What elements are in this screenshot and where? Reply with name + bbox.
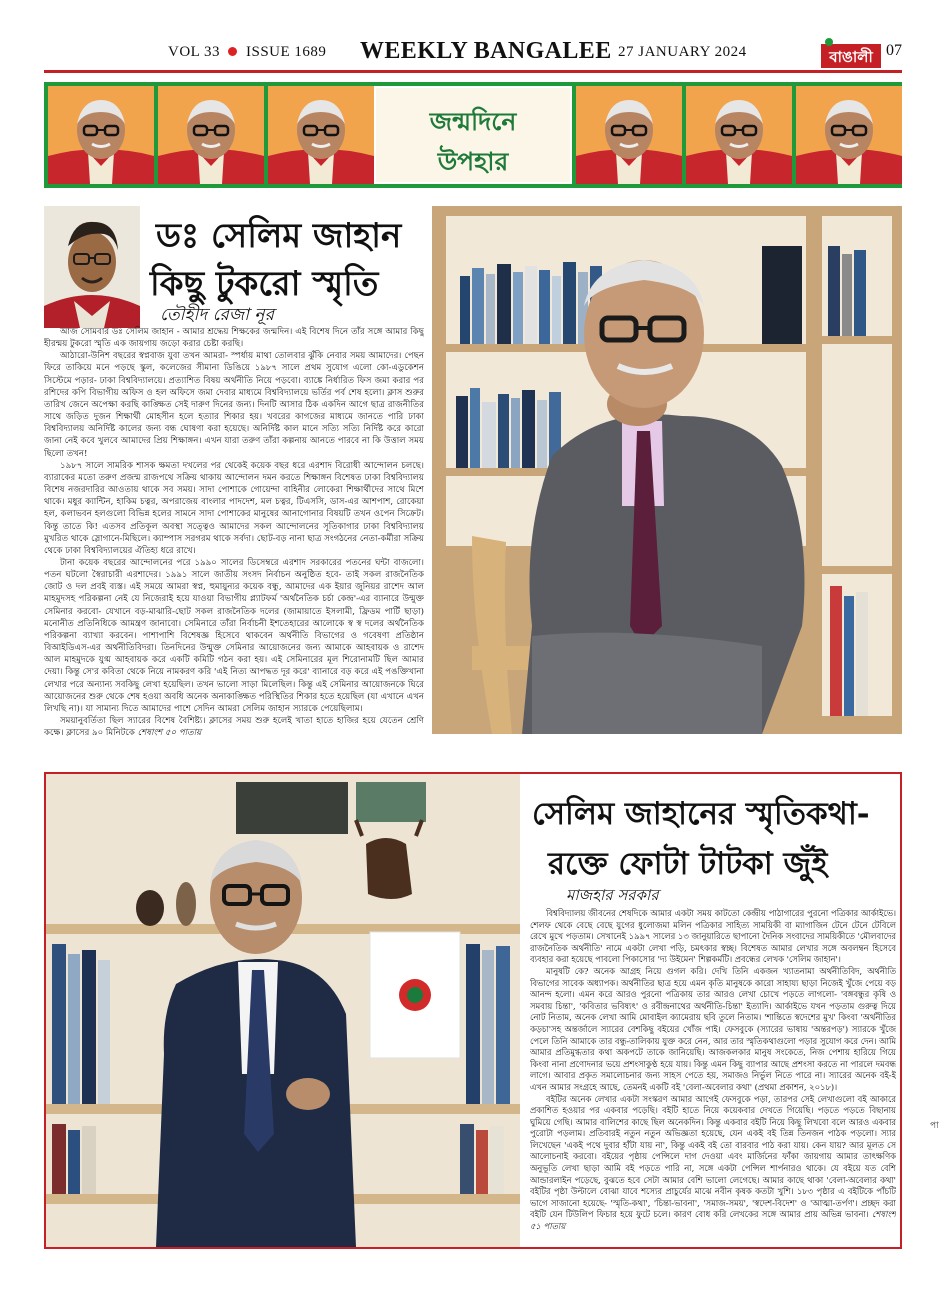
article1-continuation: শেষাংশ ৫০ পাতায় [137,728,202,739]
article1-title-line2: কিছু টুকরো স্মৃতি [150,264,379,304]
article2-byline: মাজহার সরকার [566,886,659,904]
article1-title-line1: ডঃ সেলিম জাহান [156,216,402,256]
banner-portrait-2 [158,86,264,184]
article2-title-line1: সেলিম জাহানের স্মৃতিকথা- [532,796,870,832]
birthday-banner [44,82,902,188]
issue-label: ISSUE 1689 [246,44,327,60]
banner-portrait-3 [268,86,374,184]
banner-portrait-5 [686,86,792,184]
publication-logo [821,36,881,68]
article1-main-photo [432,206,902,734]
page-number: 07 [886,42,902,59]
article1-body [44,326,424,740]
article2-continuation: শেষাংশ ৫১ পাতায় [530,1209,896,1232]
banner-title-box [374,86,572,184]
masthead-rule [44,70,902,73]
article2-paragraph [530,1094,896,1233]
article1-paragraph [44,715,424,739]
article1-paragraph: আঠারো-উনিশ বছরের স্বপ্নবাজ যুবা তখন আমরা- স্পর্ধায় মাথা তোলবার ঝুঁকি নেবার সময় আমাদের। পেছন ফিরে তাকিয়ে মনে পড়ছে স্কুল, কলেজের সীমানা ডিঙিয়ে ১৯৮৭ সালে প্রথম সুযোগ এলো কো-এডুকেশন সিস্টেমে পড়ার- ঢাকা বিশ্ববিদ্যালয়ে। প্রত্যাশিত বিষয় অর্থনীতি নিয়ে পড়বো। ব্যাঙ্কে নির্ধারিত ফিস জমা করার পর রশিদের কপি বিভাগীয় অফিস ও হল অফিসে জমা দেবার মাধ্যমে বিশ্ববিদ্যালয়ে ভর্তির পর্ব শেষ হলো। ক্লাস শুরুর তারিখ জেনে অপেক্ষা করছি কাঙ্ক্ষিত সেই দারুণ দিনের জন্য। দিনটি আসার ঠিক একদিন আগে ছাত্র রাজনীতির সাথে জড়িত দুজন শিক্ষার্থী মোহসীন হলে হত্যার শিকার হয়। খবরের কাগজের মাধ্যমে জানতে পারি ঢাকা বিশ্ববিদ্যালয় অনির্দিষ্ট কালের জন্য বন্ধ ঘোষণা করা হয়েছে। অনির্দিষ্ট কাল মানে সত্যি সত্যি নির্দিষ্ট করে কারো জানা নেই কবে খুলবে আমাদের প্রিয় শিক্ষাঙ্গন। এখন যারা তরুণ তাঁরা কল্পনায় আনতে পারবে না কি উত্তাল সময় ছিলো তখন! [44,351,424,459]
article2-body [530,908,896,1246]
author-photo [44,206,140,328]
separator-dot-icon [228,47,237,56]
article2-main-photo [46,774,520,1247]
article2-paragraph: বিশ্ববিদ্যালয় জীবনের শেষদিকে আমার একটা সময় কাটতো কেন্দ্রীয় পাঠাগারের পুরনো পত্রিকার আর্কাইভে। শেলফ থেকে বেছে বেছে যুগের ধুলোজমা মলিন পত্রিকার সাহিত্য সাময়িকী বা ম্যাগাজিন টেনে টেনে টেবিলে রেখে মুখে পড়তাম। সেখানেই ১৯৯৭ সালের ১৩ জানুয়ারিতে ছাপানো দৈনিক সংবাদের সাময়িকীতে 'মৌলবাদের রাজনৈতিক অর্থনীতি' নামে একটা লেখা পড়ি, চমৎকার স্বচ্ছ। বিশেষত আমার লেখার সঙ্গে অবলম্বন হিসেবে ব্যবহার করা হয়েছে পাবলো পিকাসোর 'দ্য উইমেন' শিল্পকর্মটি। প্রবন্ধের লেখক 'সেলিম জাহান'। [530,908,896,965]
article1-paragraph: আজ সোমবার ডঃ সেলিম জাহান - আমার শ্রদ্ধেয় শিক্ষকের জন্মদিন। এই বিশেষ দিনে তাঁর সঙ্গে আমার কিছু হীরন্ময় টুকরো স্মৃতি এক জায়গায় জড়ো করার চেষ্টা করছি। [44,327,424,350]
banner-portrait-1 [48,86,154,184]
article2-paragraph-text: বইটির অনেক লেখার একটা সংস্করণ আমার আগেই ফেসবুকে পড়া, তারপর সেই লেখাগুলো বই আকারে প্রকাশিত হওয়ার পর একবার পড়েছি। বইটি হাতে নিয়ে কয়েকবার দেখতে গিয়েছি। পড়তে পড়তে বিছানায় ঘুমিয়ে গেছি। আমার বালিশের কাছে ছিল অনেকদিন। কিন্তু একবার বইটি নিয়ে কিছু লিখবো বলে আরও একবার পুরোটা পড়লাম। প্রতিবারই নতুন নতুন অভিজ্ঞতা হয়েছে, যেন একই বই তিন্ন তিনজন পাঠক পড়লো। স্যার লিখেছেন 'একই পথে দুবার হাঁটা যায় না', কিন্তু একই বই তো বারবার পাঠ করা যায়। কেন যায়? আর মূলত সে আলোচনাই করবো। বইয়ের পৃষ্ঠায় পেন্সিলে দাগ দেওয়া এবং মার্জিনের ফাঁকা জায়গায় আমার তাৎক্ষণিক অনুভূতি লেখা ছাড়া আমি বই পড়তে পারি না, সঙ্গে একটা পেন্সিল শার্পনারও থাকে। যে বইয়ে যত বেশি আন্ডারলাইন পড়েছে, বুঝতে হবে সেটা আমার বেশি ভালো লেগেছে। আমার কাছে থাকা 'বেলা-অবেলার কথা' বইটির পৃষ্ঠা উল্টালে বোঝা যাবে শস্যের প্রাচুর্যের মাঝে নবীন কৃষক কতটা খুশি। ১৮৩ পৃষ্ঠার এ বইটিকে পাঁচটি ভাগে সাজানো হয়েছে- 'স্মৃতি-কথা', 'চিন্তা-ভাবনা', 'সমাজ-সময়', 'স্বদেশ-বিদেশ' ও 'আত্মা-তর্পণ'। প্রচ্ছদ করা বইটি যেন টিউলিপ ফিচার হয়ে ফুটে চলে। কারণ বোধ করি লেখকের সঙ্গে আমার প্রায় অভিন্ন ভাবনা। [530,1093,896,1220]
article1-byline: তৌহীদ রেজা নূর [160,305,274,325]
article1-paragraph-text: সময়ানুবর্তিতা ছিল স্যারের বিশেষ বৈশিষ্ট্য। ক্লাসের সময় শুরু হলেই খাতা হাতে হাজির হয়ে যেতেন শ্রেণি কক্ষে। ক্লাসের ৯০ মিনিটকে [44,716,424,739]
banner-title-line2: উপহার [437,147,509,176]
volume-label: VOL 33 [168,44,221,60]
publication-title: WEEKLY BANGALEE [360,38,612,64]
article1-paragraph: টানা কয়েক বছরের আন্দোলনের পরে ১৯৯০ সালের ডিসেম্বরে এরশাদ সরকারের পতনের ঘন্টা বাজলো। পতন ঘটলো স্বৈরাচারী এরশাদের। ১৯৯১ সালে জাতীয় সংসদ নির্বাচন অনুষ্ঠিত হবে- তাই সকল রাজনৈতিক জোট ও দল প্রবই ব্যস্ত। এই সময়ে আমরা স্বপ্ন, হুমায়ুন্যর কয়েক বন্ধু, আমাদের এক ইয়ার জুনিয়র রাশেদ আল মাহমুদসহ পরিকল্পনা নেই যে নিজেরাই হয়ে যাওয়া বিভাগীয় প্ল্যাটফর্ম 'অর্থনৈতিক চর্চা কেন্দ্র'-এর ব্যানারে উন্মুক্ত সেমিনার করবো- যেখানে বড়-মাঝারি-ছোট সকল রাজনৈতিক দলের (জামায়াতে ইসলামী, ফ্রিডম পার্টি ছাড়া) মনোনীত প্রতিনিধিকে আমন্ত্রণ জানাবো। সেমিনারে তাঁরা নির্বাচনী ইশতেহারের আলোকে স্ব স্ব দলের অর্থনৈতিক পরিকল্পনা ব্যাখ্যা করবেন। পাশাপাশি বিশেষজ্ঞ হিসেবে থাকবেন অর্থনীতি বিভাগের ও গবেষণা প্রতিষ্ঠান বিআইডিএস-এর অর্থনীতিবিদরা। তিনদিনের উন্মুক্ত সেমিনার আয়োজনের জন্য আমাকে আহবায়ক ও রাশেদ আল মাহমুদকে যুগ্ম আহবায়ক করে একটি কমিটি গঠন করা হয়। এই সেমিনারের মূল শিরোনামটি ছিল আমার দেয়া। কিন্তু সে'র কবিতা থেকে নিয়ে নামকরণ করি 'এই নিত্য আপদ্ধত দূর করে' ব্যানারে বড় করে এই পঙক্তিখানা লেখার পরে অন্যান্য সবকিছু লেখা হয়েছিল। তখন ভালো সাড়া মিলেছিল। কিন্তু এই সেমিনার আয়োজনকে ঘিরে আয়োজনের শুরু থেকে শেষ হওয়া অবধি অনেক অনাকাঙ্ক্ষিত পরিস্থিতির শিকার হতে হয়েছিল (যা এখানে এখন লিখছি না)। যা সামান্য দিতে আমাদের পাশে সেদিন আমরা সেলিম জাহান স্যারকে পেয়েছিলাম। [44,557,424,714]
adjacent-page-edge-text: পা [930,1121,939,1131]
article2-title-line2: রক্তে ফোটা টাটকা জুঁই [548,846,828,882]
logo-text: বাঙালী [829,48,873,66]
banner-title-line1: জন্মদিনে [429,107,517,136]
article1-paragraph: ১৯৮৭ সালে সামরিক শাসক ক্ষমতা দখলের পর থেকেই কয়েক বছর ধরে এরশাদ বিরোধী আন্দোলন চলছে। ব্যারাকের মতো তরুণ প্রজন্ম রাজপথে সক্রিয় থাকায় আন্দোলন দমন করতে শিক্ষাঙ্গন বিশেষত ঢাকা বিশ্ববিদ্যালয় বিশেষ নজরদারির আওতায় থাকে সব সময়। সাদা পোশাকে গোয়েন্দা বাহিনীর লোকেরা শিক্ষার্থীদের সাথে মিশে থাকে। মধুর ক্যান্টিন, হাকিম চত্বর, অপরাজেয় বাংলার পাদদেশ, মল চত্বর, টিএসসি, ডাস-এর আশপাশ, রোকেয়া হল, কলাভবন হলগুলো বিভিন্ন হলের সামনে সাদা পোশাকের মানুষের আনাগোনার বিষয়টি তখন ওপেন সিক্রেট। কিন্তু তাতে কি! এতসব প্রতিকূল অবস্থা সত্ত্বেও আমাদের সকল আন্দোলনের সূতিকাগার ঢাকা বিশ্ববিদ্যালয় মুখরিত থাকে স্লোগানে-মিছিলে। ক্যাম্পাস সরগরম থাকে সর্বদা। ছোট-বড় নানা ছাত্র সংগঠনের নেতা-কর্মীরা সক্রিয় থেকে ঢাকা বিশ্ববিদ্যালয়ের ঐতিহ্য ধরে রাখে। [44,460,424,556]
article2-paragraph: মানুষটি কে? অনেক আগ্রহ নিয়ে গুগল করি। দেখি তিনি একজন খ্যাতনামা অর্থনীতিবিদ, অর্থনীতি বিভাগের সাবেক অধ্যাপক। অর্থনীতির ছাত্র হয়ে এমন কৃতি মানুষকে কারো সাহায্য ছাড়া নিজেই খুঁজে পেয়ে বড় আনন্দ হলো। এমন করে আরও পুরনো পত্রিকায় তার আরও লেখা চোখে পড়তে লাগলো- 'বঙ্গবন্ধুর কৃষি ও সমবায় চিন্তা', 'কবিতার ভবিষ্যৎ' ও রবীন্দ্রনাথের অর্থনীতি-চিন্তা' ইত্যাদি। আর্কাইভে যখন পড়তাম গুরুত্ব দিয়ে নোট নিতাম, অনেক লেখা আমি মোবাইল ক্যামেরায় ছবি তুলে নিতাম। 'শান্তিতে স্বদেশের মুখ' কিংবা 'অর্থনীতির কড়চা'সহ অন্তর্জালে স্যারের বেশকিছু বইয়ের খোঁজ পাই। ফেসবুকে (স্যারের ভাষায় 'অন্তরপড়') স্যারকে খুঁজে পেলে তিনি আমাকে তার বন্ধু-তালিকায় যুক্ত করে নেন, আর তার স্মৃতিকথাগুলো পড়ার সুযোগ করে দেন। আমি আমার প্রতিমুগ্ধতার কথা অকপটে তাকে জানিয়েছি। আজকলকার মানুষ সংকেতে, নিজ পেশায় হারিয়ে গিয়ে কিংবা নানা প্রণোদনার ভয়ে প্রশংসাকুণ্ঠ হয়ে যায়। কিন্তু এমন কিছু ব্যাপার আছে প্রশংসা করতে না পারলে দমবন্ধ লাগে। আবার প্রকৃত সমালোচনার জন্য সাহস পেতে হয়, সমাজও নির্ভুল নিতে পারে না। স্যারের অনেক বই-ই এখন আমার সংগ্রহে আছে, তেমনই একটি বই 'বেলা-অবেলার কথা' (প্রথমা প্রকাশন, ২০১৮)। [530,965,896,1092]
issue-date: 27 JANUARY 2024 [618,44,747,60]
banner-portrait-6 [796,86,902,184]
banner-portrait-4 [576,86,682,184]
masthead [0,0,945,72]
